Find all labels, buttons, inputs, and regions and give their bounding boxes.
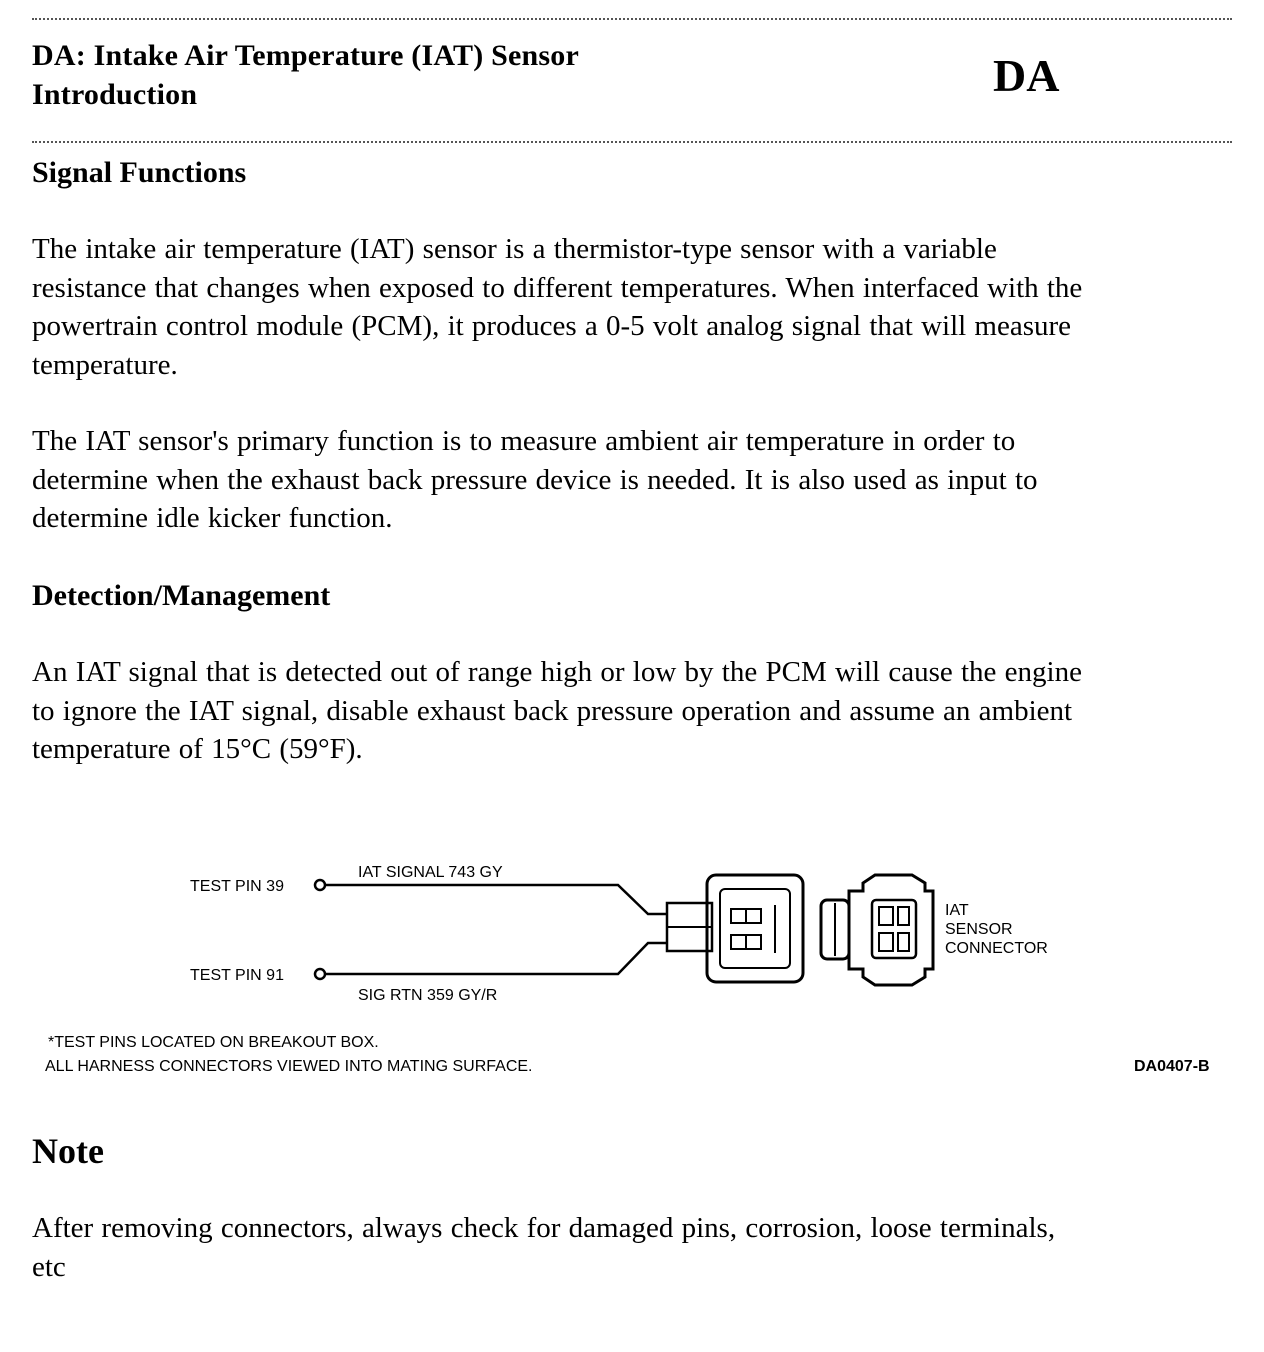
signal-functions-paragraph-1 <box>32 230 1237 384</box>
note-heading: Note <box>32 1131 104 1171</box>
text-line: The IAT sensor's primary function is to measure ambient air temperature in order to <box>32 425 1016 457</box>
sensor-label-line1: IAT <box>945 902 969 919</box>
page-title-line2: Introduction <box>32 78 198 111</box>
note-paragraph <box>32 1209 1237 1286</box>
text-line: determine when the exhaust back pressure device is needed. It is also used as input to <box>32 463 1038 496</box>
text-line: The intake air temperature (IAT) sensor is a thermistor-type sensor with a variable <box>32 233 997 265</box>
iat-signal-wire-label: IAT SIGNAL 743 GY <box>358 864 503 881</box>
signal-functions-paragraph-2 <box>32 422 1237 538</box>
text-line: An IAT signal that is detected out of range high or low by the PCM will cause the engine <box>32 656 1082 688</box>
header-divider <box>32 141 1232 143</box>
detection-heading: Detection/Management <box>32 579 331 612</box>
wiring-diagram <box>40 845 1240 1085</box>
page-title <box>32 36 579 114</box>
page-title-line1: DA: Intake Air Temperature (IAT) Sensor <box>32 39 579 72</box>
text-line: to ignore the IAT signal, disable exhaust back pressure operation and assume an ambient <box>32 694 1073 727</box>
diagram-footnote-line1: *TEST PINS LOCATED ON BREAKOUT BOX. <box>48 1034 379 1051</box>
iat-sensor-connector <box>821 875 933 985</box>
iat-signal-wire <box>325 885 667 914</box>
text-line: temperature. <box>32 348 178 381</box>
sig-rtn-wire <box>325 943 667 974</box>
sensor-label-line2: SENSOR <box>945 921 1013 938</box>
sig-rtn-wire-label: SIG RTN 359 GY/R <box>358 987 498 1004</box>
text-line: temperature of 15°C (59°F). <box>32 733 363 765</box>
harness-connector <box>667 875 803 982</box>
section-code: DA <box>993 50 1060 101</box>
text-line: After removing connectors, always check for damaged pins, corrosion, loose terminals, <box>32 1212 1056 1244</box>
figure-id: DA0407-B <box>1134 1058 1210 1075</box>
text-line: powertrain control module (PCM), it produces a 0-5 volt analog signal that will measure <box>32 310 1072 342</box>
detection-paragraph <box>32 653 1237 769</box>
test-pin-39-terminal <box>315 880 325 890</box>
diagram-footnote-line2: ALL HARNESS CONNECTORS VIEWED INTO MATING SURFACE. <box>45 1058 533 1075</box>
text-line: determine idle kicker function. <box>32 502 393 534</box>
text-line: etc <box>32 1250 66 1283</box>
sensor-label-line3: CONNECTOR <box>945 940 1048 957</box>
top-divider <box>32 18 1232 20</box>
test-pin-91-terminal <box>315 969 325 979</box>
text-line: resistance that changes when exposed to different temperatures. When interfaced with the <box>32 271 1083 304</box>
signal-functions-heading: Signal Functions <box>32 156 247 189</box>
test-pin-91-label: TEST PIN 91 <box>190 967 284 984</box>
test-pin-39-label: TEST PIN 39 <box>190 878 284 895</box>
